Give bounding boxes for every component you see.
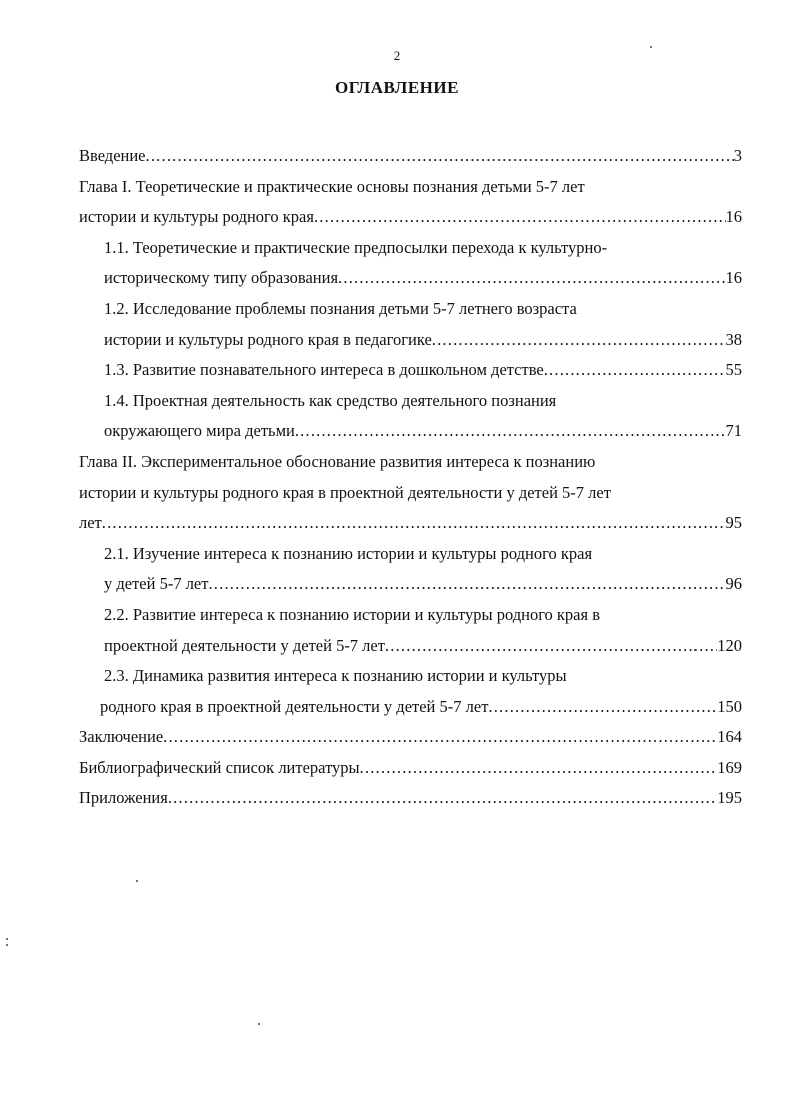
dot-leader bbox=[432, 325, 726, 356]
dot-leader bbox=[314, 202, 726, 233]
toc-entry-appendices bbox=[79, 783, 742, 814]
toc-entry-1-2-line: 1.2. Исследование проблемы познания детьми 5-7 летнего возраста bbox=[104, 298, 577, 318]
toc-entry-title: родного края в проектной деятельности у детей 5-7 лет bbox=[100, 696, 489, 716]
toc-entry-page: 169 bbox=[717, 757, 742, 777]
toc-entry-chapter-2-line-2: истории и культуры родного края в проектной деятельности у детей 5-7 лет bbox=[79, 482, 611, 502]
toc-entry-title: у детей 5-7 лет bbox=[104, 574, 209, 594]
toc-entry-page: 55 bbox=[725, 360, 742, 380]
toc-entry-conclusion bbox=[79, 722, 742, 753]
toc-entry-2-2 bbox=[79, 631, 742, 662]
dot-leader bbox=[385, 631, 717, 662]
toc-entry-1-2 bbox=[79, 325, 742, 356]
toc-entry-title: 1.3. Развитие познавательного интереса в дошкольном детстве bbox=[104, 360, 544, 380]
scan-speck bbox=[136, 880, 138, 882]
toc-entry-title: проектной деятельности у детей 5-7 лет bbox=[104, 635, 385, 655]
toc-entry-2-1 bbox=[79, 569, 742, 600]
toc-entry-title: Приложения bbox=[79, 788, 168, 808]
toc-entry-chapter-2-line-1: Глава II. Экспериментальное обоснование развития интереса к познанию bbox=[79, 451, 596, 471]
toc-entry-page: 16 bbox=[725, 268, 742, 288]
toc-entry-page: 195 bbox=[717, 788, 742, 808]
toc-entry-chapter-1 bbox=[79, 202, 742, 233]
scan-speck bbox=[694, 649, 696, 651]
scan-speck bbox=[6, 944, 8, 946]
page-number: 2 bbox=[393, 48, 401, 63]
toc-entry-title: Заключение bbox=[79, 727, 164, 747]
table-of-contents bbox=[79, 141, 742, 814]
toc-entry-page: 95 bbox=[725, 513, 742, 533]
toc-entry-page: 16 bbox=[725, 207, 742, 227]
toc-entry-2-2-line: 2.2. Развитие интереса к познанию истории и культуры родного края в bbox=[104, 604, 601, 624]
dot-leader bbox=[295, 416, 726, 447]
toc-entry-2-3 bbox=[79, 692, 742, 723]
toc-entry-1-1 bbox=[79, 263, 742, 294]
toc-entry-page: 3 bbox=[733, 146, 742, 165]
dot-leader bbox=[102, 508, 726, 539]
toc-entry-1-4-line: 1.4. Проектная деятельность как средство деятельного познания bbox=[104, 390, 557, 410]
toc-entry-page: 164 bbox=[717, 727, 742, 747]
toc-entry-title: Библиографический список литературы bbox=[79, 757, 360, 777]
dot-leader bbox=[360, 753, 718, 784]
toc-entry-page: 120 bbox=[717, 635, 742, 655]
scan-speck bbox=[258, 1023, 260, 1025]
dot-leader bbox=[544, 355, 726, 386]
dot-leader bbox=[208, 569, 725, 600]
toc-entry-introduction bbox=[79, 141, 742, 172]
scan-speck bbox=[6, 938, 8, 940]
toc-entry-title: истории и культуры родного края в педагогике bbox=[104, 329, 432, 349]
toc-entry-title: лет bbox=[79, 513, 102, 533]
toc-entry-2-3-line: 2.3. Динамика развития интереса к познанию истории и культуры bbox=[104, 666, 567, 686]
toc-title: ОГЛАВЛЕНИЕ bbox=[335, 78, 459, 97]
toc-entry-page: 38 bbox=[725, 329, 742, 349]
toc-entry-title: историческому типу образования bbox=[104, 268, 339, 288]
dot-leader bbox=[146, 141, 734, 172]
toc-entry-title: Введение bbox=[79, 146, 146, 165]
toc-entry-title: истории и культуры родного края bbox=[79, 207, 314, 227]
toc-entry-2-1-line: 2.1. Изучение интереса к познанию истории и культуры родного края bbox=[104, 543, 593, 563]
dot-leader bbox=[338, 263, 725, 294]
toc-entry-1-4 bbox=[79, 416, 742, 447]
scan-speck bbox=[650, 46, 652, 48]
toc-entry-bibliography bbox=[79, 753, 742, 784]
toc-entry-1-1-line: 1.1. Теоретические и практические предпосылки перехода к культурно- bbox=[104, 237, 608, 257]
dot-leader bbox=[163, 722, 717, 753]
toc-entry-page: 150 bbox=[717, 696, 742, 716]
toc-entry-page: 71 bbox=[725, 421, 742, 441]
toc-entry-title: окружающего мира детьми bbox=[104, 421, 295, 441]
dot-leader bbox=[488, 692, 717, 723]
toc-entry-chapter-2 bbox=[79, 508, 742, 539]
dot-leader bbox=[168, 783, 717, 814]
toc-entry-1-3 bbox=[79, 355, 742, 386]
toc-entry-page: 96 bbox=[725, 574, 742, 594]
toc-entry-chapter-1-line: Глава I. Теоретические и практические основы познания детьми 5-7 лет bbox=[79, 176, 585, 196]
